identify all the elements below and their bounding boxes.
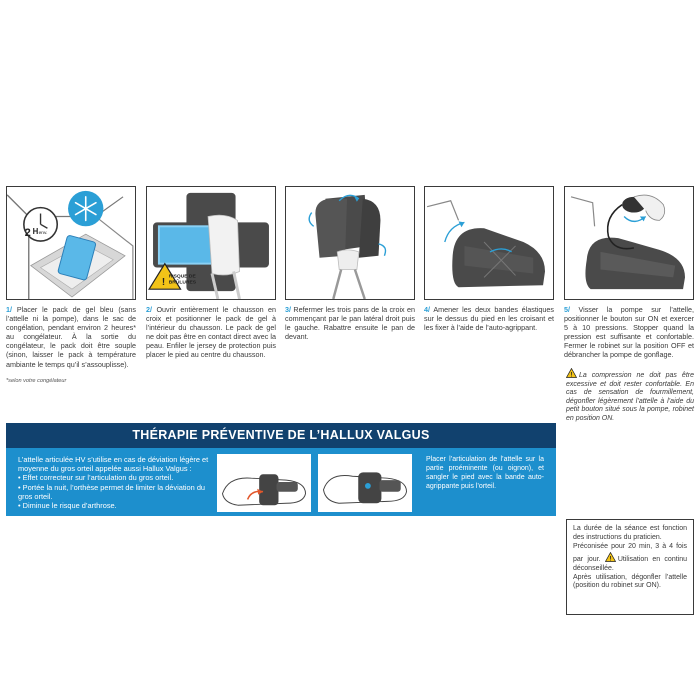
step-5-text xyxy=(564,305,694,360)
banner-bullet: • Diminue le risque d’arthrose. xyxy=(18,501,117,511)
freezer-gel-pack-image xyxy=(7,187,135,299)
svg-text:env.: env. xyxy=(38,231,48,237)
svg-text:!: ! xyxy=(161,277,166,289)
step-2-text xyxy=(146,305,276,360)
warning-triangle-icon xyxy=(605,552,616,562)
hallux-splint-image-1 xyxy=(217,454,311,512)
svg-text:BRÛLURES: BRÛLURES xyxy=(168,280,197,286)
banner-title: THÉRAPIE PRÉVENTIVE DE L’HALLUX VALGUS xyxy=(6,423,556,448)
closing-boot-flaps-image xyxy=(286,187,414,299)
step-4-illustration xyxy=(424,186,554,300)
step-3-instructions: Refermer les trois pans de la croix en commençant par le pan latéral droit puis le gauche. Rabattre ensuite le pan de devant. xyxy=(285,305,416,342)
banner-bullet: • Effet correcteur sur l’articulation du gros orteil. xyxy=(18,473,174,483)
session-deflate-text: Après utilisation, dégonfler l’attelle (position du robinet sur ON). xyxy=(573,573,687,590)
warning-triangle-icon xyxy=(566,368,577,378)
pump-inflation-image xyxy=(565,187,693,299)
svg-text:2: 2 xyxy=(24,227,31,240)
session-duration-box xyxy=(566,519,694,615)
hallux-splint-image-2 xyxy=(318,454,412,512)
step-3-number: 3/ xyxy=(285,305,291,314)
step-5-instructions: Visser la pompe sur l’attelle, positionner le bouton sur ON et exercer 5 à 10 pressions. Stopper quand la pression est suffisante et confortable. Fermer le robinet sur la position OFF et débrancher la pompe de gonflage. xyxy=(564,305,694,360)
svg-text:!: ! xyxy=(570,372,573,378)
step-4-instructions: Amener les deux bandes élastiques sur le dessus du pied en les croisant et les fixer à l’aide de l’auto-agrippant. xyxy=(424,305,554,333)
step-4-text xyxy=(424,305,554,332)
step-5-illustration xyxy=(564,186,694,300)
warning-text: La compression ne doit pas être excessive et doit rester confortable. En cas de sensation de fourmillement, dégonfler légèrement l’attelle à l’aide du petit bouton situé sous la pompe, robinet en position ON. xyxy=(566,372,694,422)
step-3-text xyxy=(285,305,415,341)
step-3-illustration xyxy=(285,186,415,300)
banner-bullet: • Portée la nuit, l’orthèse permet de limiter la déviation du gros orteil. xyxy=(18,482,206,501)
step-1-instructions: Placer le pack de gel bleu (sans l’attelle ni la pompe), dans le sac de congélation, pendant environ 2 heures* au congélateur. À la sortie du congélateur, le pack doit être souple (sinon, laisser le pack à température ambiante le temps qu’il s’assouplisse). xyxy=(6,305,136,369)
session-frequency-text: Préconisée pour 20 min, 3 à 4 fois par jour. ! Utilisation en continu déconseillée. xyxy=(573,542,687,572)
step-2-illustration xyxy=(146,186,276,300)
svg-text:!: ! xyxy=(609,556,612,562)
step-1-text xyxy=(6,305,136,369)
step-4-number: 4/ xyxy=(424,305,430,314)
banner-description xyxy=(18,455,218,510)
open-boot-gel-image xyxy=(147,187,275,299)
step-1-illustration xyxy=(6,186,136,300)
compression-warning xyxy=(566,368,694,424)
session-duration-text: La durée de la séance est fonction des instructions du praticien. xyxy=(573,525,687,541)
step-2-number: 2/ xyxy=(146,305,152,314)
svg-text:H: H xyxy=(32,227,39,237)
step-2-instructions: Ouvrir entièrement le chausson en croix et positionner le pack de gel à l’intérieur du chausson. Le pack de gel ne doit pas être en contact direct avec la peau. Enfiler le jersey de protection puis placer le pied au centre du chausson. xyxy=(146,305,277,360)
banner-instructions: Placer l’articulation de l’attelle sur la partie proéminente (ou oignon), et sangler le pied avec la bande auto-agrippante puis l’orteil. xyxy=(426,456,544,491)
svg-text:RISQUE DE: RISQUE DE xyxy=(168,274,196,280)
elastic-bands-image xyxy=(425,187,553,299)
step-1-number: 1/ xyxy=(6,305,12,314)
banner-intro: L’attelle articulée HV s’utilise en cas de déviation légère et moyenne du gros orteil appelée aussi Hallux Valgus : xyxy=(18,455,209,474)
steps-row xyxy=(6,186,696,381)
banner-bullet-list xyxy=(18,473,218,510)
step-5-number: 5/ xyxy=(564,305,570,314)
freezer-footnote: *selon votre congélateur xyxy=(6,378,67,384)
hallux-valgus-banner xyxy=(6,423,556,516)
